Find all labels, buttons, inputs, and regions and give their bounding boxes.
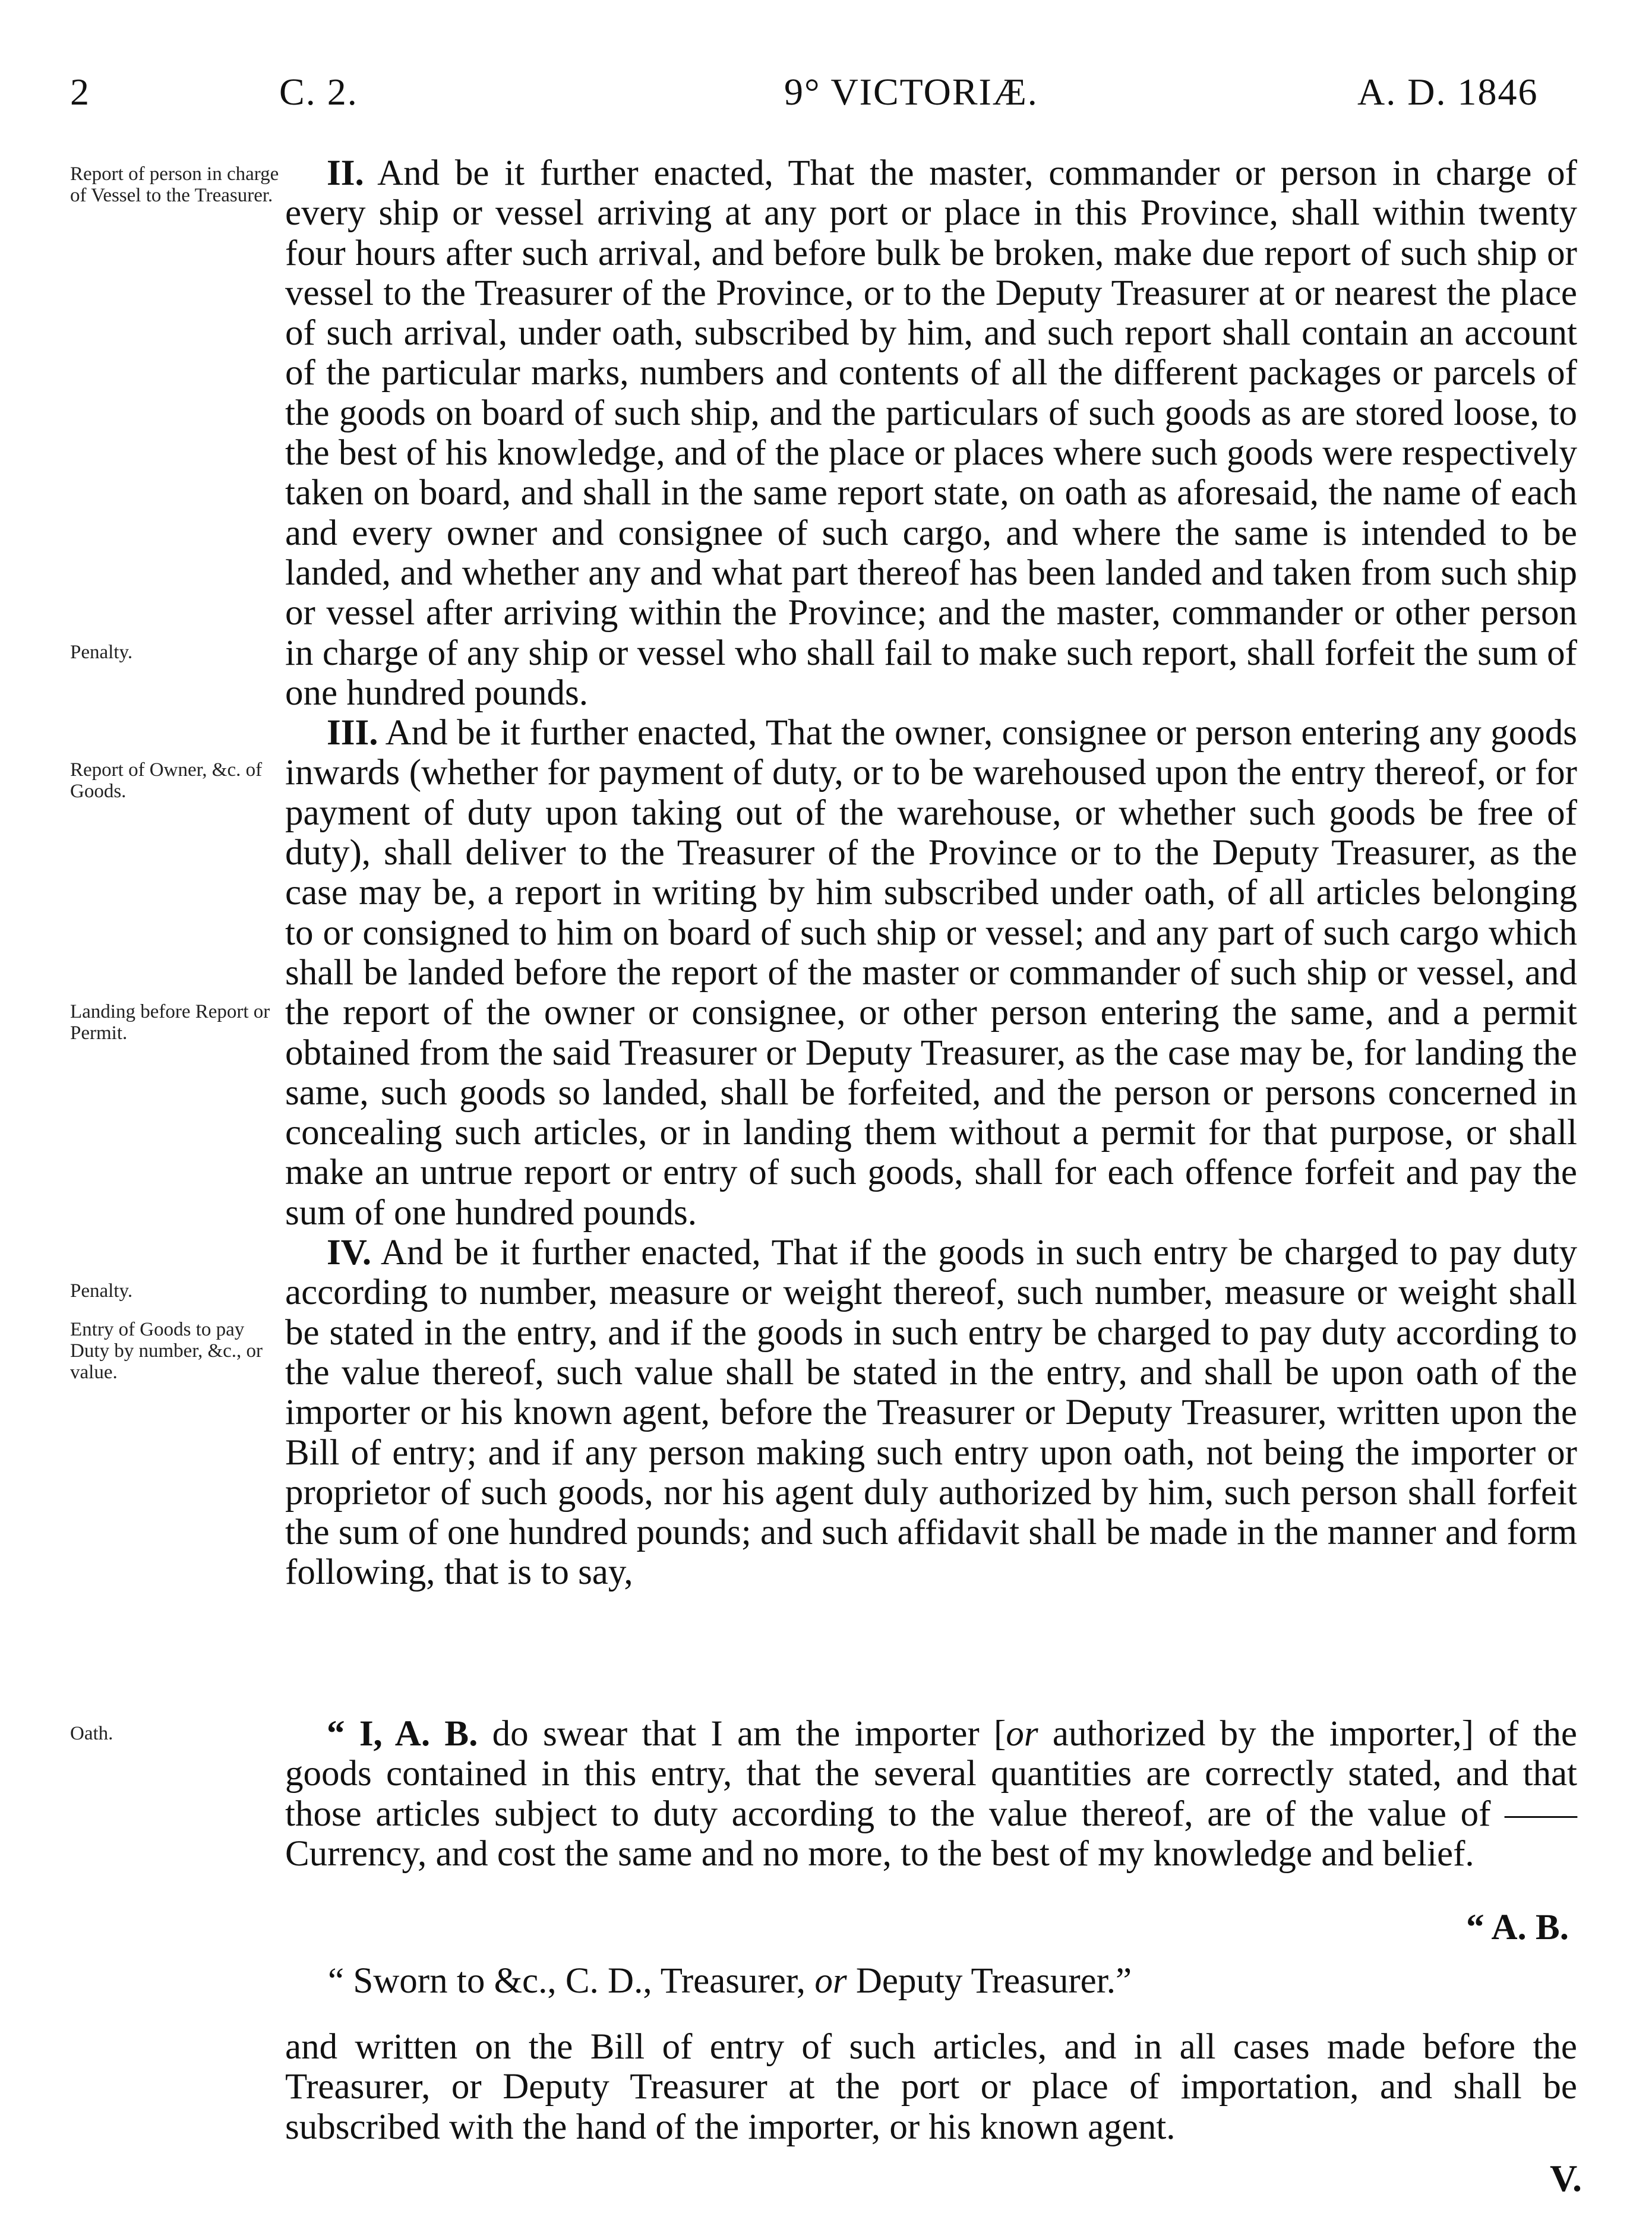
oath-text-part: do swear that I am the importer [ bbox=[478, 1714, 1006, 1754]
chapter-number: C. 2. bbox=[279, 71, 358, 113]
regnal-title: 9° VICTORIÆ. bbox=[784, 71, 1038, 113]
oath-signature: “ A. B. bbox=[1466, 1908, 1569, 1947]
sworn-text: Deputy Treasurer.” bbox=[855, 1961, 1132, 2001]
margin-note-penalty: Penalty. bbox=[70, 1280, 133, 1302]
margin-note-penalty: Penalty. bbox=[70, 642, 133, 663]
page-number: 2 bbox=[70, 71, 90, 113]
sworn-or: or bbox=[814, 1961, 847, 2001]
section-text: And be it further enacted, That if the goods in such entry be charged to pay duty according to number, measure or weight thereof, such number, measure or weight shall be stated in the entry, and if the goods in such entry be charged to pay duty according to the value thereof, such value shall be stated in the entry, and shall be upon oath of the importer or his known agent, before the Treasurer or Deputy Treasurer, written upon the Bill of entry; and if any person making such entry upon oath, not being the importer or proprietor of such goods, nor his agent duly authorized by him, such person shall forfeit the sum of one hundred pounds; and such affidavit shall be made in the manner and form following, that is to say, bbox=[285, 1233, 1578, 1593]
margin-note-report-owner: Report of Owner, &c. of Goods. bbox=[70, 759, 263, 802]
sworn-text: “ Sworn to &c., C. D., Treasurer, bbox=[328, 1961, 806, 2001]
oath-text bbox=[285, 1714, 1577, 1874]
section-number: IV. bbox=[327, 1233, 372, 1273]
statute-body bbox=[285, 153, 1577, 1593]
closing-paragraph: and written on the Bill of entry of such articles, and in all cases made before the Treasurer, or Deputy Treasurer at the port or place of importation, and shall be subscribed with the hand of the importer, or his known agent. bbox=[285, 2027, 1577, 2147]
oath-or: or bbox=[1006, 1714, 1038, 1754]
sworn-line bbox=[328, 1960, 1132, 2002]
oath-text-part: authorized by the importer,] of the goods contained in this entry, that the several quantities are correctly stated, and that those articles subject to duty according to the value thereof, are of the value of —— Currency, and cost the same and no more, to the best of my knowledge and belief. bbox=[285, 1714, 1577, 1874]
section-4 bbox=[285, 1233, 1577, 1593]
section-2 bbox=[285, 153, 1577, 713]
year: A. D. 1846 bbox=[1357, 71, 1539, 113]
section-text: And be it further enacted, That the master, commander or person in charge of every ship or vessel arriving at any port or place in this Province, shall within twenty four hours after such arrival, and before bulk be broken, make due report of such ship or vessel to the Treasurer of the Province, or to the Deputy Treasurer at or nearest the place of such arrival, under oath, subscribed by him, and such report shall contain an account of the particular marks, numbers and contents of all the different packages or parcels of the goods on board of such ship, and the particulars of such goods as are stored loose, to the best of his knowledge, and of the place or places where such goods were respectively taken on board, and shall in the same report state, on oath as aforesaid, the name of each and every owner and consignee of such cargo, and where the same is intended to be landed, and whether any and what part thereof has been landed and taken from such ship or vessel after arriving within the Province; and the master, commander or other person in charge of any ship or vessel who shall fail to make such report, shall forfeit the sum of one hundred pounds. bbox=[285, 153, 1577, 713]
oath-form bbox=[285, 1714, 1577, 1874]
section-text: And be it further enacted, That the owner, consignee or person entering any goods inwards (whether for payment of duty, or to be warehoused upon the entry thereof, or for payment of duty upon taking out of the warehouse, or whether such goods be free of duty), shall deliver to the Treasurer of the Province or to the Deputy Treasurer, as the case may be, a report in writing by him subscribed under oath, of all articles belonging to or consigned to him on board of such ship or vessel; and any part of such cargo which shall be landed before the report of the master or commander of such ship or vessel, and the report of the owner or consignee, or other person entering the same, and a permit obtained from the said Treasurer or Deputy Treasurer, as the case may be, for landing the same, such goods so landed, shall be forfeited, and the person or persons concerned in concealing such articles, or in landing them without a permit for that purpose, or shall make an untrue report or entry of such goods, shall for each offence forfeit and pay the sum of one hundred pounds. bbox=[285, 713, 1577, 1233]
margin-note-report-vessel: Report of person in charge of Vessel to the Treasurer. bbox=[70, 163, 279, 206]
section-number: III. bbox=[327, 713, 378, 753]
margin-note-entry-goods: Entry of Goods to pay Duty by number, &c., or value. bbox=[70, 1319, 263, 1383]
section-3 bbox=[285, 713, 1577, 1233]
section-number: II. bbox=[327, 153, 364, 193]
catchword: V. bbox=[1550, 2157, 1582, 2199]
running-header bbox=[0, 70, 1652, 118]
oath-opening: “ I, A. B. bbox=[327, 1714, 478, 1754]
margin-note-oath: Oath. bbox=[70, 1723, 113, 1744]
margin-note-landing-before: Landing before Report or Permit. bbox=[70, 1001, 270, 1044]
